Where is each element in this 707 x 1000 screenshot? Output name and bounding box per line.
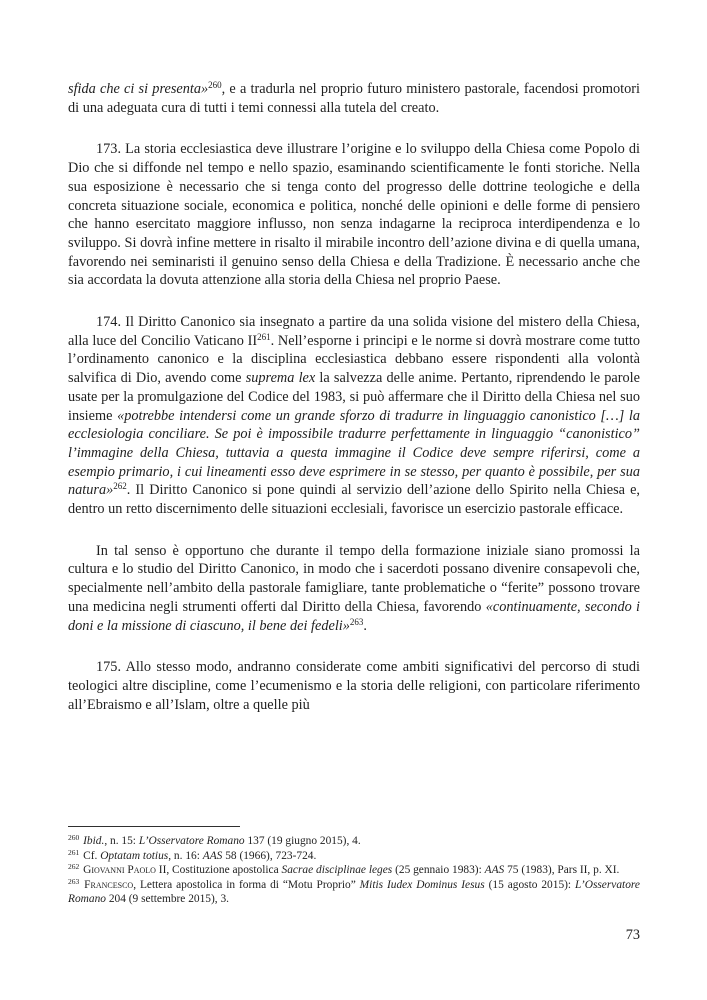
text-run: «continuamente, secondo i doni e la missione di ciascuno, il bene dei fedeli» [68, 598, 640, 634]
text-run: Optatam totius [100, 849, 169, 862]
text-run: , e a tradurla nel proprio futuro ministero pastorale, facendosi promotori di una adeguata cura di tutti i temi connessi alla tutela del creato. [68, 81, 640, 116]
text-run: suprema lex [245, 370, 316, 387]
footnote-260 [68, 834, 640, 849]
footnote-number: 260 [68, 833, 80, 842]
footnote-263 [68, 878, 640, 907]
text-run: . Il Diritto Canonico si pone quindi al servizio dell’azione dello Spirito nella Chiesa e, dentro un retto discernimento delle situazioni ecclesiali, favorisce un esercizio pastorale efficace. [68, 482, 640, 518]
footnote-number: 262 [68, 862, 80, 872]
footnote-number: 261 [68, 847, 80, 857]
text-run: (25 gennaio 1983): [392, 864, 485, 877]
footnote-text [80, 850, 316, 862]
text-run: Francesco [84, 878, 134, 891]
text-run: L’Osservatore Romano [138, 835, 245, 847]
text-run: . [363, 617, 367, 634]
text-run: 75 (1983), Pars II, p. XI. [504, 864, 620, 877]
text-run: AAS [202, 849, 223, 862]
text-run: Ibid. [83, 835, 105, 847]
text-run: 137 (19 giugno 2015), 4. [244, 835, 361, 847]
text-run: Cf. [80, 849, 101, 862]
text-run: 173. La storia ecclesiastica deve illustrare l’origine e lo sviluppo della Chiesa come Popolo di Dio che si diffonde nel tempo e nello spazio, esaminando scientificamente le fonti storiche. Nella sua esposizione è necessario che si tenga conto del progresso delle dottrine teologiche e della concreta situazione sociale, economica e politica, nonché delle opinioni e delle forme di pensiero che hanno esercitato maggiore influsso, non senza indagarne la reciproca interdipendenza e lo sviluppo. Si dovrà infine mettere in risalto il mirabile incontro dell’azione divina e di quella umana, favorendo nei seminaristi il genuino senso della Chiesa e della Tradizione. È necessario anche che sia accordata la dovuta attenzione alla storia della Chiesa nel proprio Paese. [68, 141, 640, 289]
text-run: 174. Il Diritto Canonico sia insegnato a partire da una solida visione del mistero della Chiesa, alla luce del Concilio Vaticano II [68, 314, 640, 349]
footnote-number: 263 [68, 876, 80, 886]
footnote-ref: 260 [208, 80, 222, 90]
footnote-ref: 261 [257, 331, 271, 342]
text-run: In tal senso è opportuno che durante il tempo della formazione iniziale siano promossi la cultura e lo studio del Diritto Canonico, in modo che i sacerdoti possano divenire consapevoli che, specialmente nell’ambito della pastorale famigliare, tante problematiche o “ferite” possono trovare una medicina negli strumenti offerti dal Diritto della Chiesa, favorendo [68, 542, 640, 615]
paragraph-174 [68, 313, 640, 519]
text-run: , Lettera apostolica in forma di “Motu Proprio” [133, 878, 360, 891]
paragraph-continuation [68, 80, 640, 117]
text-run: AAS [484, 864, 505, 877]
footnote-262 [68, 863, 640, 878]
footnote-261 [68, 849, 640, 864]
text-run: , n. 15: [104, 835, 139, 847]
text-run: Giovanni Paolo [83, 864, 156, 877]
text-run: (15 agosto 2015): [484, 878, 576, 891]
text-run: Sacrae disciplinae leges [281, 864, 393, 877]
text-run: 204 (9 settembre 2015), 3. [105, 893, 230, 906]
page-number: 73 [625, 927, 640, 943]
footnote-block [68, 826, 640, 907]
text-run: «potrebbe intendersi come un grande sforzo di tradurre in linguaggio canonistico […] la ecclesiologia conciliare. Se poi è impossibile tradurre perfettamente in linguaggio “canonistico” l’immagine della Chiesa, tuttavia a questa immagine il Codice deve sempre riferirsi, come a esempio primario, i cui lineamenti esso deve esprimere in se stesso, per quanto è possibile, per sua natura» [68, 407, 640, 499]
text-run: II, Costituzione apostolica [155, 864, 282, 877]
footnote-text [68, 876, 640, 906]
text-run: , n. 16: [168, 849, 203, 862]
footnote-separator [68, 826, 240, 827]
text-run: 175. Allo stesso modo, andranno considerate come ambiti significativi del percorso di studi teologici altre discipline, come l’ecumenismo e la storia delle religioni, con particolare riferimento all’Ebraismo e all’Islam, oltre a quelle più [68, 659, 640, 713]
text-run: 58 (1966), 723-724. [222, 849, 317, 862]
text-run: . Nell’esporne i principi e le norme si dovrà mostrare come tutto l’ordinamento canonico e la disciplina ecclesiastica debbano essere rispondenti alla volontà salvifica di Dio, avendo come [68, 332, 640, 387]
text-run: L’Osservatore Romano [68, 878, 640, 906]
footnote-ref: 263 [349, 616, 364, 627]
paragraph-175 [68, 658, 640, 714]
paragraph-173 [68, 140, 640, 290]
footnote-ref: 262 [113, 481, 127, 492]
text-run: la salvezza delle anime. Pertanto, riprendendo le parole usate per la promulgazione del Codice del 1983, si può affermare che il Diritto della Chiesa nel suo insieme [68, 370, 641, 424]
body-text [68, 80, 640, 737]
text-run: Mitis Iudex Dominus Iesus [359, 878, 485, 891]
text-run: sfida che ci si presenta» [68, 81, 209, 97]
footnote-text [80, 864, 619, 876]
paragraph-in-tal-senso [68, 542, 640, 636]
footnote-text [80, 835, 360, 847]
